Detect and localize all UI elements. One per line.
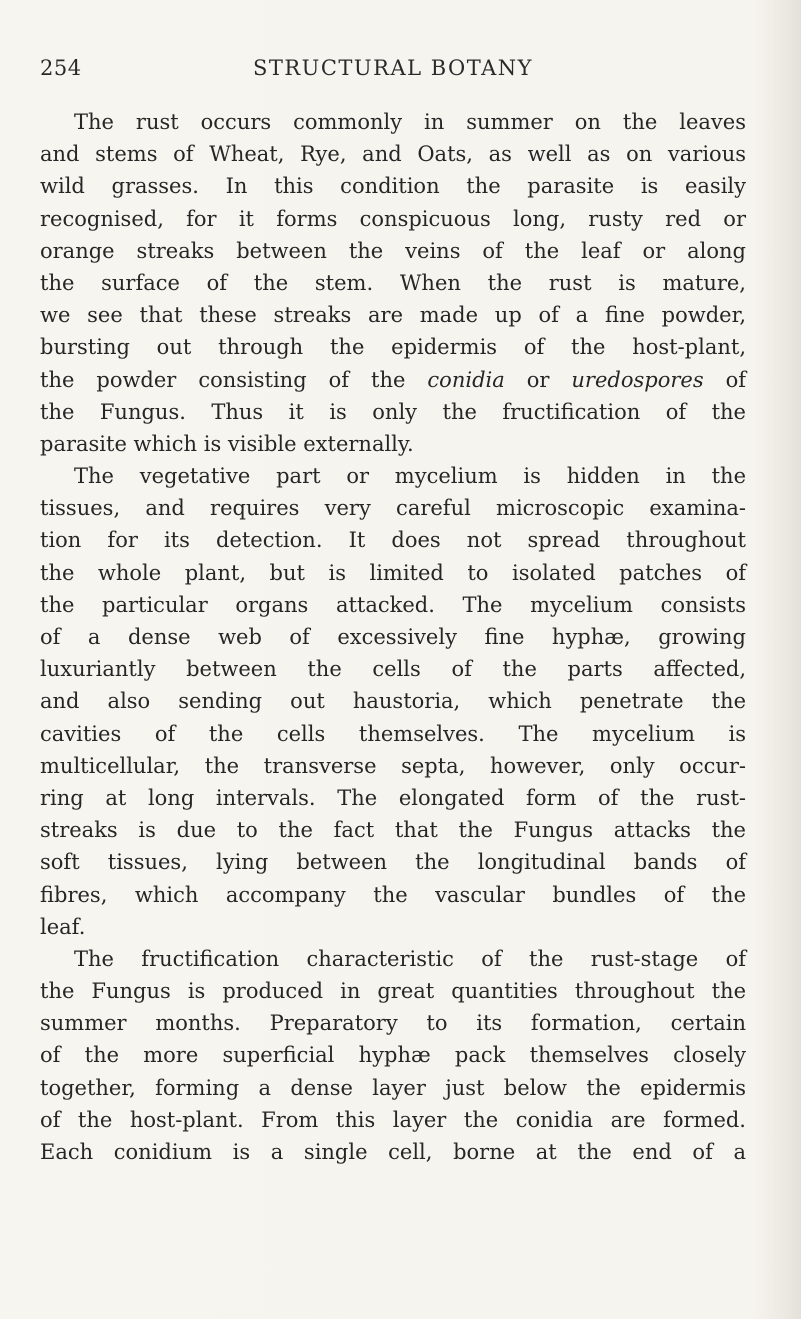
text-line: The fructification characteristic of the rust-stage of: [74, 946, 746, 971]
running-head: [40, 56, 746, 86]
text-line: bursting out through the epidermis of the host-plant,: [40, 335, 746, 360]
text-line: and stems of Wheat, Rye, and Oats, as well as on various: [40, 142, 746, 167]
text-line: of the more superficial hyphæ pack themselves closely: [40, 1043, 746, 1068]
text-line: wild grasses. In this condition the parasite is easily: [40, 174, 746, 199]
text-line: ring at long intervals. The elongated form of the rust-: [40, 785, 746, 810]
text-line: soft tissues, lying between the longitudinal bands of: [40, 850, 746, 875]
text-line: [40, 364, 746, 396]
text-line: multicellular, the transverse septa, however, only occur-: [40, 753, 746, 778]
text-line: streaks is due to the fact that the Fungus attacks the: [40, 818, 746, 843]
body-text: [40, 106, 746, 1168]
text-run: or: [504, 367, 572, 392]
text-line: together, forming a dense layer just below the epidermis: [40, 1075, 746, 1100]
italic-term: conidia: [427, 367, 505, 392]
text-line: parasite which is visible externally.: [40, 431, 414, 456]
italic-term: uredospores: [571, 367, 704, 392]
text-line: of a dense web of excessively fine hyphæ, growing: [40, 625, 746, 649]
text-line: the particular organs attacked. The mycelium consists: [40, 592, 746, 617]
text-line: cavities of the cells themselves. The mycelium is: [40, 721, 746, 746]
text-line: and also sending out haustoria, which penetrate the: [40, 689, 746, 714]
paragraph: [40, 943, 746, 1168]
text-line: tissues, and requires very careful microscopic examina-: [40, 496, 746, 521]
text-line: the Fungus is produced in great quantities throughout the: [40, 979, 746, 1004]
page-number: 254: [40, 56, 82, 80]
paragraph: [40, 460, 746, 943]
text-line: The vegetative part or mycelium is hidden in the: [74, 464, 746, 489]
paragraph: [40, 106, 746, 460]
text-line: fibres, which accompany the vascular bundles of the: [40, 882, 746, 907]
text-line: tion for its detection. It does not spread throughout: [40, 528, 746, 553]
text-line: leaf.: [40, 914, 86, 939]
text-run: of: [703, 367, 746, 392]
text-line: recognised, for it forms conspicuous long, rusty red or: [40, 206, 746, 231]
text-line: we see that these streaks are made up of a fine powder,: [40, 303, 746, 328]
text-line: the Fungus. Thus it is only the fructification of the: [40, 399, 746, 424]
text-line: orange streaks between the veins of the leaf or along: [40, 238, 746, 263]
text-line: luxuriantly between the cells of the parts affected,: [40, 657, 746, 682]
text-line: the surface of the stem. When the rust is mature,: [40, 270, 746, 295]
text-line: The rust occurs commonly in summer on the leaves: [74, 110, 746, 134]
text-run: the powder consisting of the: [40, 367, 428, 392]
text-line: Each conidium is a single cell, borne at the end of a: [40, 1140, 746, 1164]
running-title: STRUCTURAL BOTANY: [252, 56, 534, 80]
text-line: summer months. Preparatory to its formation, certain: [40, 1011, 746, 1036]
text-line: of the host-plant. From this layer the conidia are formed.: [40, 1107, 746, 1132]
text-line: the whole plant, but is limited to isolated patches of: [40, 560, 746, 585]
